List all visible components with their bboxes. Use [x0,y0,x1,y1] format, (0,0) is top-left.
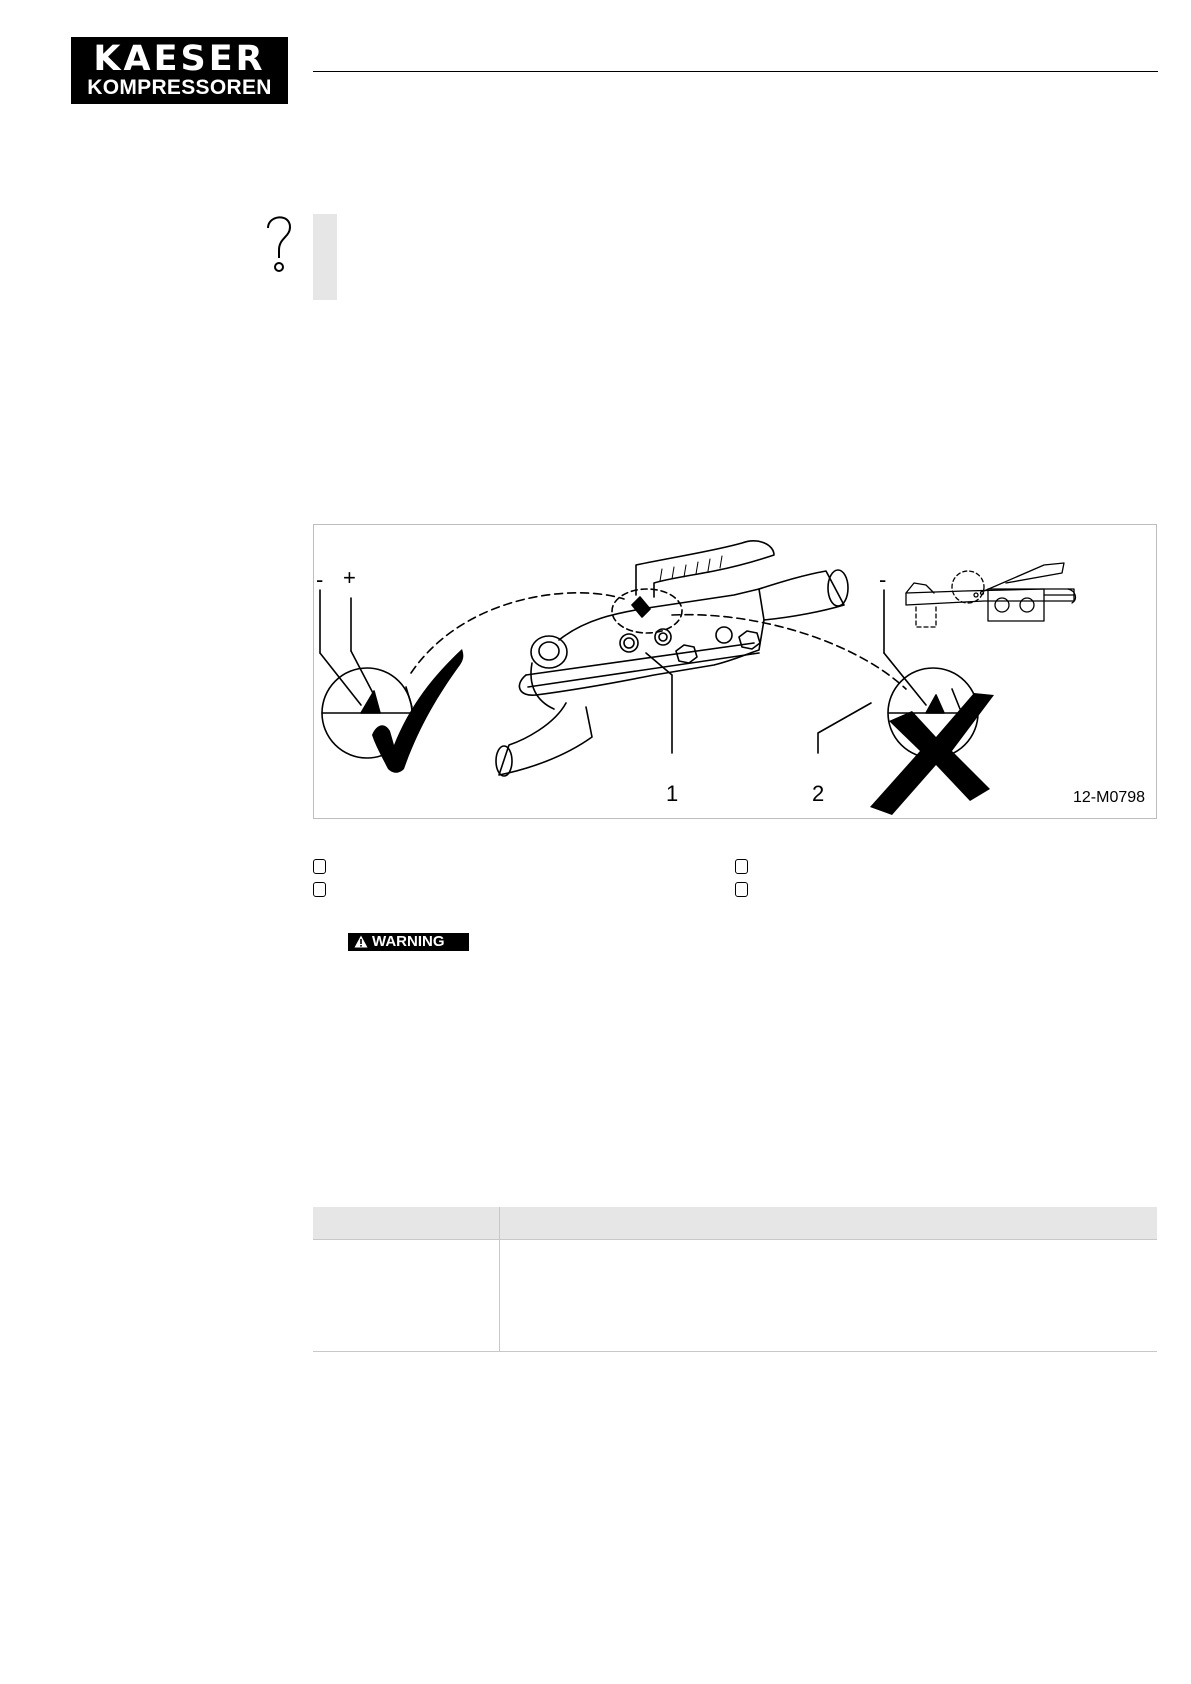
question-mark-icon [264,210,294,274]
warning-badge [348,933,469,951]
logo-line-1: KAESER [93,39,266,79]
table-column-divider [499,1240,500,1351]
legend-key-box [313,859,326,874]
table-column-divider [499,1207,500,1239]
table-header-row [313,1207,1157,1240]
tow-coupling [496,541,871,776]
left-plus-label: + [343,565,356,590]
warning-label: WARNING [372,933,445,950]
data-table [313,1207,1157,1352]
legend-key-box [735,882,748,897]
warning-triangle-icon [354,935,368,948]
right-minus-label: - [879,567,887,592]
callout-1: 1 [666,781,679,806]
logo-line-2: KOMPRESSOREN [87,76,272,99]
kaeser-logo [71,37,288,104]
header-rule [313,71,1158,72]
coupling-illustration [314,525,1158,820]
figure-image-id: 12-M0798 [1073,789,1146,806]
check-mark [372,649,463,773]
left-wear-indicator [320,590,412,758]
callout-2: 2 [812,781,825,806]
left-minus-label: - [316,567,324,592]
table-row [313,1240,1157,1352]
figure-frame [313,524,1157,819]
legend-key-box [735,859,748,874]
legend-key-box [313,882,326,897]
cross-section-detail [906,563,1075,627]
note-sidebar-bar [313,214,337,300]
